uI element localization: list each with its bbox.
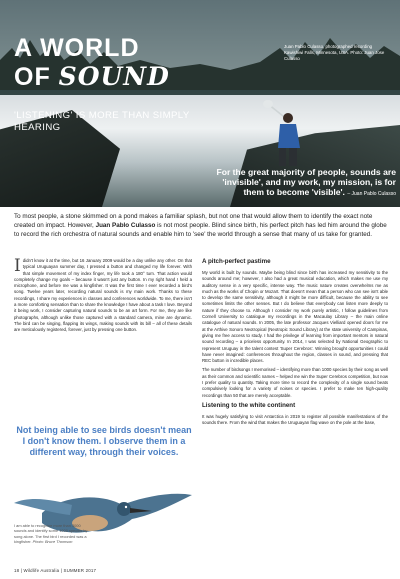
hero-pull-quote-attribution: – Juan Pablo Culasso (347, 190, 396, 197)
left-column (14, 258, 192, 337)
page-title-line2 (14, 64, 170, 90)
hero-photo-caption: Juan Pablo Culasso, photographed recording Kawishiwi Falls, Minnesota, USA. Photo: Juan Jose Culasso (284, 44, 385, 61)
right-paragraph-3: It was hugely satisfying to visit Antarctica in 2019 to register all possible manifestations of the sounds there. From the wind that makes the Uruguayan flag wave on the pole at the base, (202, 413, 388, 426)
kingfisher-image (12, 475, 194, 565)
page-footer: 18 | Wildlife Australia | SUMMER 2017 (14, 568, 97, 573)
recordist-figure (262, 98, 306, 168)
drop-cap: I (14, 256, 21, 276)
section-heading-pitch-perfect: A pitch-perfect pastime (202, 258, 271, 265)
intro-text-after: is not most people. Blind since birth, his perfect pitch has led him around the globe to record the rich orchestra of natural sounds and enable him to 'see' the world through a sense that many of us take for granted. (14, 222, 387, 239)
hero-pull-quote (214, 168, 396, 198)
kingfisher-caption (14, 523, 90, 544)
right-column (202, 258, 388, 430)
left-paragraph-1-text: didn't know it at the time, but 16 January 2009 would be a day unlike any other. On that typical Uruguayan summer day, I pressed a button and changed my life forever. With that simple movement of my index finger, my life took a 180° turn. That action would completely change my goals – because it wasn't just any button. In my right hand I held a microphone, and before me was a kingfisher. It was the first time I ever recorded a bird's song. Twelve years later, recording natural sounds is my main work. Thanks to these recordings, I share my experiences in classes and conferences worldwide. To me, there isn't a more comforting sensation than to share the knowledge I have about a task I love. Beyond it being work, I consider capturing natural sounds to be an art form. For me, they are like photographs, although unlike those captured with a standard camera, mine are dynamic. The bird can be singing, flapping its wings, making sounds with its bill – all of these details are meticulously registered, forever, just by pressing one button. (14, 258, 192, 333)
kingfisher-caption-text: I am able to recognise more than 3000 sounds and identify some 1000 species by song alone. The first bird I recorded was a kingfisher. (14, 523, 88, 544)
left-paragraph-1 (14, 258, 192, 334)
section-heading-white-continent: Listening to the white continent (202, 401, 296, 409)
kingfisher-caption-credit: Photo: Bruce Thomson (32, 538, 73, 544)
page-subtitle: 'LISTENING' IS MORE THAN SIMPLY HEARING (14, 110, 190, 133)
right-paragraph-2: The number of birdsongs I memorised – identifying more than 1000 species by their song as well as their common and scientific names – helped me win the Super Cerebros competition, but now I prefer quality to quantity. Taking more time to record the complexity of a single sound beats compulsively looking for a variety of noises or species. I prefer to make ten high-quality recordings than 50 that are merely acceptable. (202, 367, 388, 398)
title-prefix: OF (14, 63, 51, 91)
intro-paragraph (14, 212, 388, 239)
hero-photo (0, 0, 400, 207)
pull-quote: Not being able to see birds doesn't mean I don't know them. I observe them in a different way, through their voices. (16, 425, 192, 457)
title-highlight-word: SOUND (58, 62, 170, 91)
intro-bold-name: Juan Pablo Culasso (95, 222, 156, 230)
intro-text-before: To most people, a stone skimmed on a pond makes a familiar splash, but not one that would allow them to identify the exact note created on impact. However, (14, 213, 373, 230)
page-title-line1: A WORLD (14, 34, 140, 62)
right-paragraph-1: My world is built by sounds. Maybe being blind since birth has increased my sensitivity to the sounds around me; however, I also had a great musical education, which makes me use my auditory sense in a very specific, intense way. The music nature creates overwhelms me as much as the works of Chopin or Mozart. That doesn't mean that a person who can see isn't able to develop the same sensitivity, although it might be more difficult, because the ability to see sometimes limits the other senses. But I do believe that everybody can listen more deeply to nature if they choose to. Although I consider my work purely artistic, I follow guidelines from Cornell University to catalogue my recordings in the Macaulay Library – the main online catalogue of natural sounds. In 2005, the late professor Jacques Vielliard opened doors for me at the Arthive Sonoro Neotropical (Neotropic Sound Library) at the state university of Campinas, giving me free access to study. I had the privilege of learning from important mentors in natural sound recording – a priceless opportunity. In 2014, I was selected by National Geographic to represent Uruguay in the talent contest 'Super Cerebros'. Winning brought opportunities I could have never imagined: conferences throughout the region, classes in sound, and pressing that REC button in incredible places. (202, 269, 388, 364)
hero-pull-quote-text: For the great majority of people, sounds are 'invisible', and my work, my mission, is for them to become 'visible'. (216, 167, 396, 197)
